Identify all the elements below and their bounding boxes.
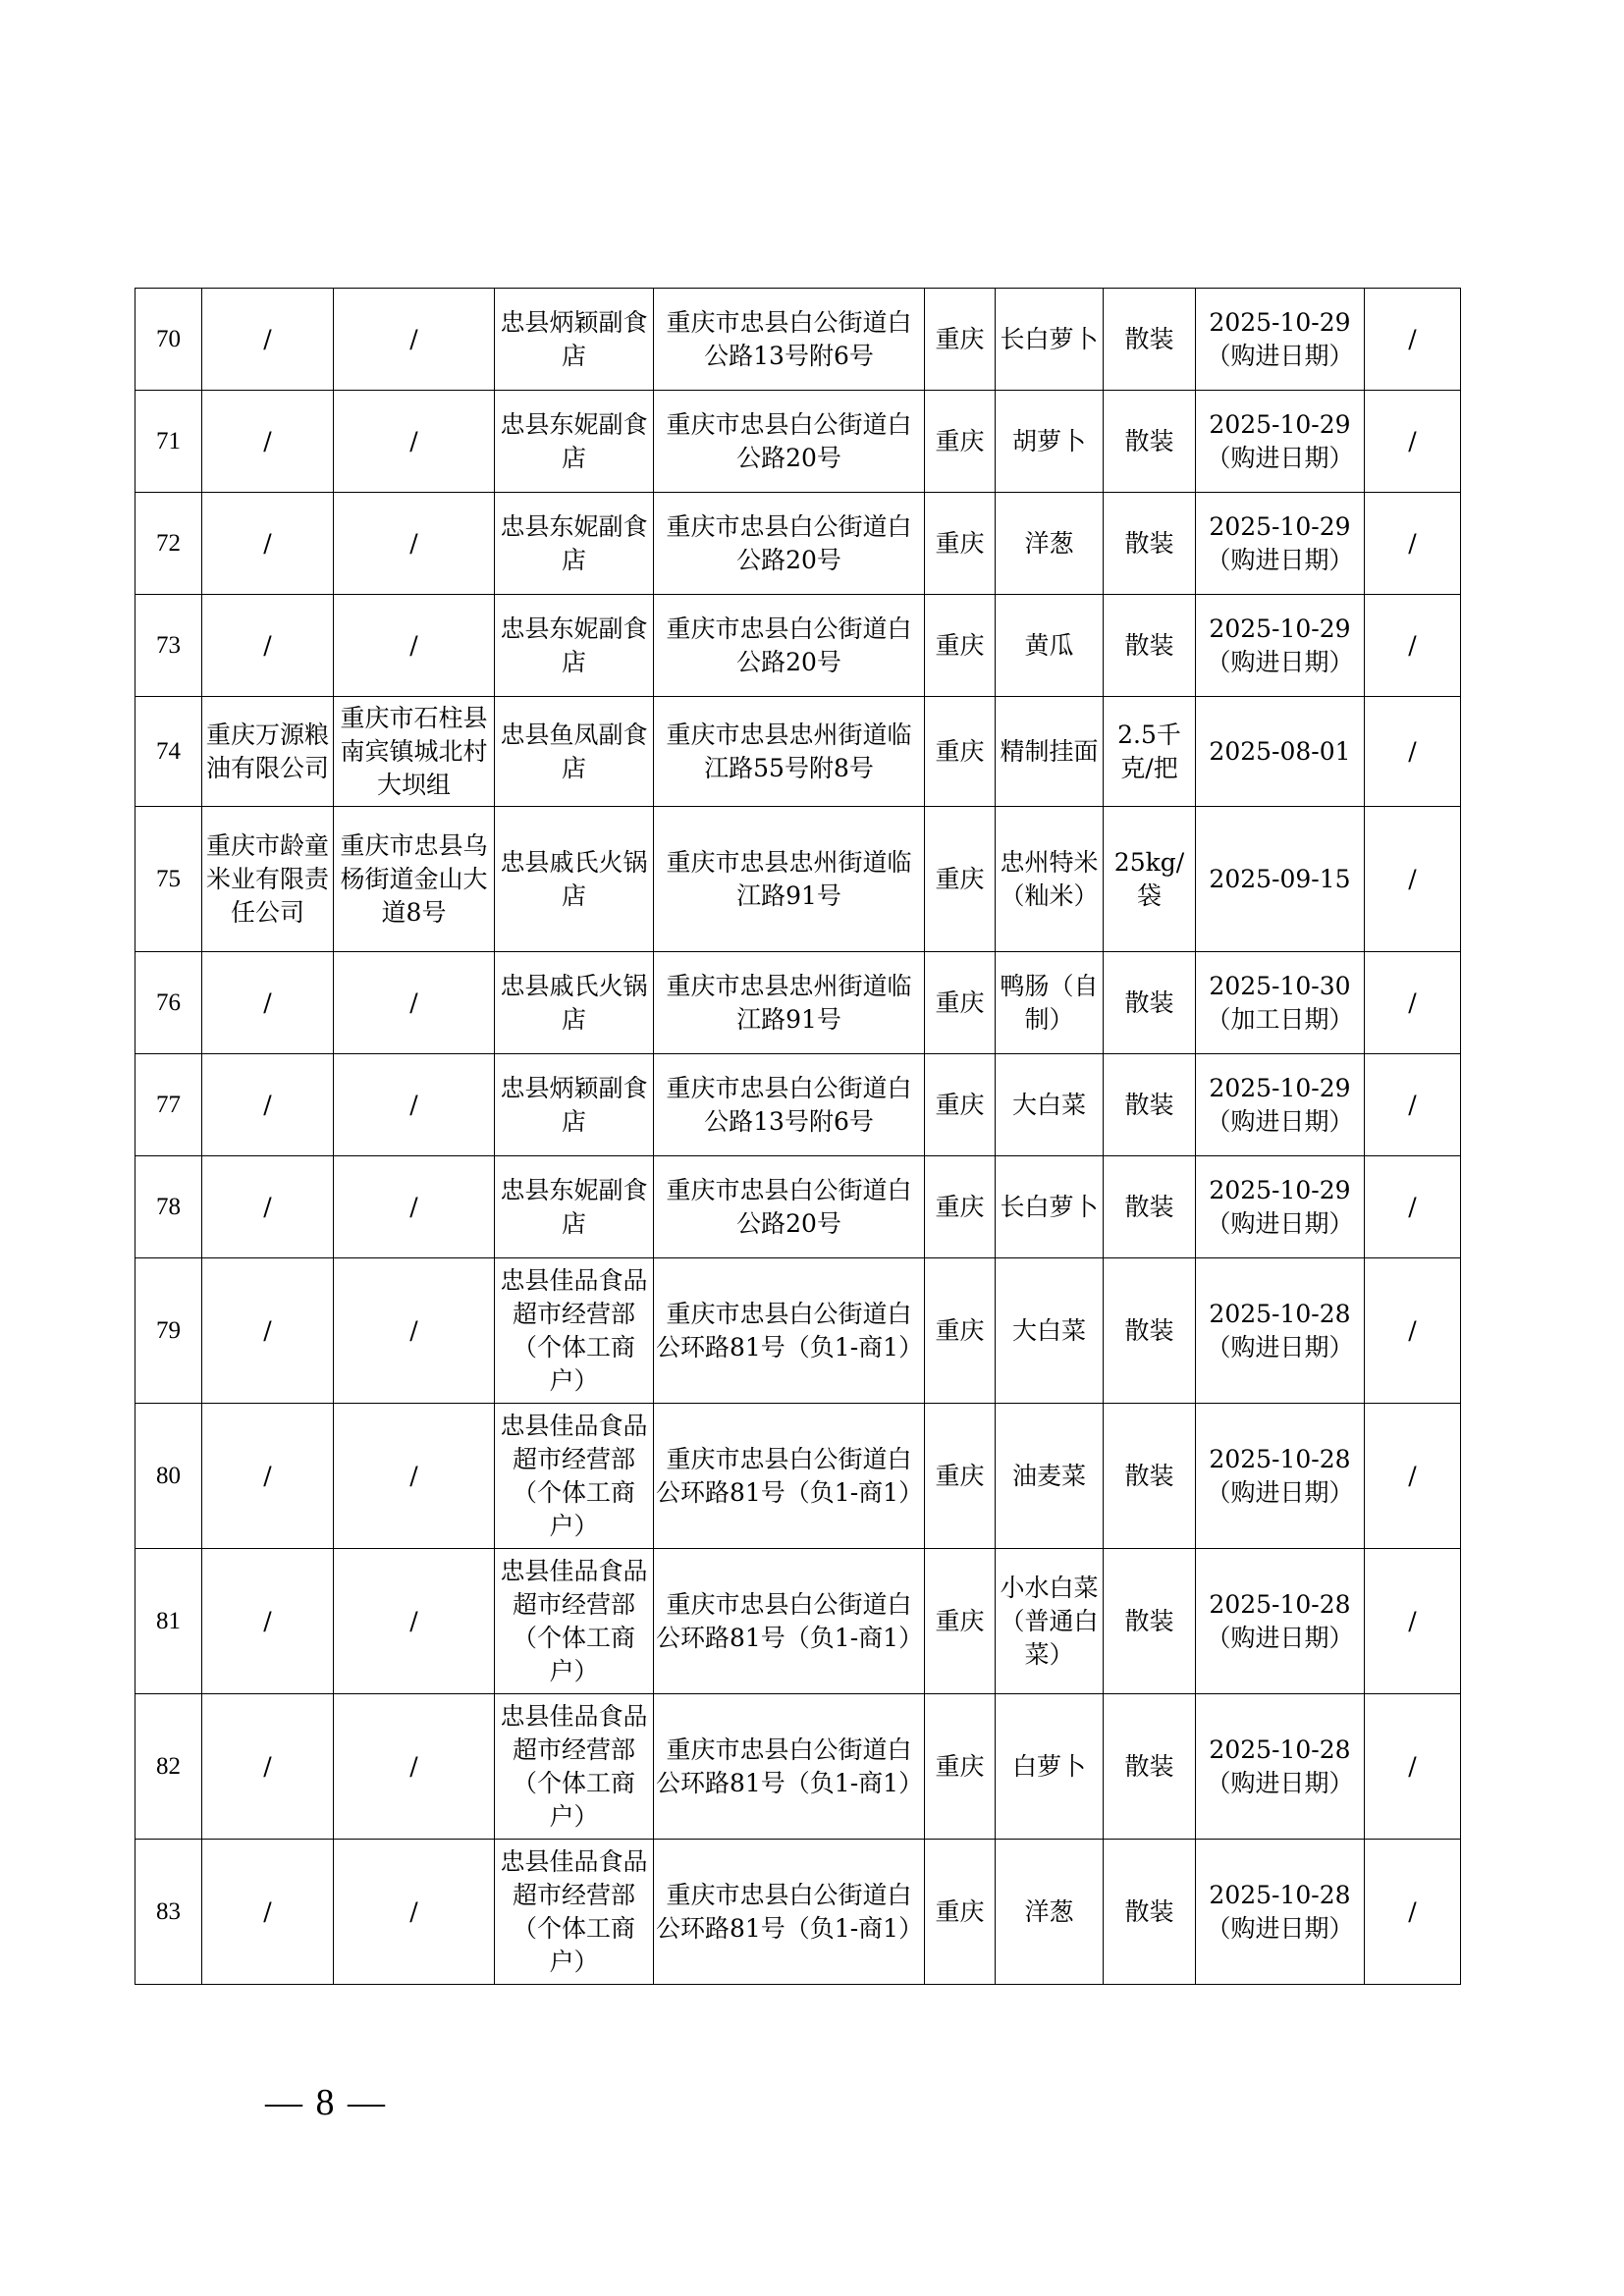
cell-producer: / <box>202 1840 334 1985</box>
cell-producer-address: / <box>334 391 495 493</box>
cell-producer: / <box>202 1258 334 1404</box>
table-row <box>135 391 1461 493</box>
cell-producer-address: / <box>334 1549 495 1694</box>
cell-spec: 散装 <box>1104 1549 1196 1694</box>
cell-seller-address: 重庆市忠县白公街道白公路20号 <box>654 391 925 493</box>
cell-date: 2025-10-28（购进日期） <box>1196 1549 1365 1694</box>
cell-date: 2025-10-29（购进日期） <box>1196 1156 1365 1258</box>
cell-producer-address: / <box>334 493 495 595</box>
cell-spec: 散装 <box>1104 1404 1196 1549</box>
cell-product: 白萝卜 <box>996 1694 1104 1840</box>
cell-spec: 散装 <box>1104 1054 1196 1156</box>
cell-number: 83 <box>135 1840 202 1985</box>
cell-number: 77 <box>135 1054 202 1156</box>
cell-remark: / <box>1365 1054 1461 1156</box>
table-row <box>135 1156 1461 1258</box>
cell-remark: / <box>1365 595 1461 697</box>
cell-product: 大白菜 <box>996 1054 1104 1156</box>
cell-number: 81 <box>135 1549 202 1694</box>
cell-product: 大白菜 <box>996 1258 1104 1404</box>
cell-seller: 忠县鱼凤副食店 <box>495 697 654 807</box>
cell-region: 重庆 <box>925 391 996 493</box>
cell-seller: 忠县东妮副食店 <box>495 493 654 595</box>
cell-spec: 散装 <box>1104 1694 1196 1840</box>
cell-spec: 散装 <box>1104 952 1196 1054</box>
cell-region: 重庆 <box>925 1054 996 1156</box>
cell-region: 重庆 <box>925 493 996 595</box>
cell-remark: / <box>1365 1840 1461 1985</box>
cell-producer: / <box>202 1549 334 1694</box>
cell-remark: / <box>1365 1404 1461 1549</box>
cell-seller-address: 重庆市忠县白公街道白公路20号 <box>654 595 925 697</box>
cell-date: 2025-10-29（购进日期） <box>1196 1054 1365 1156</box>
cell-date: 2025-10-28（购进日期） <box>1196 1694 1365 1840</box>
table-row <box>135 1054 1461 1156</box>
cell-seller: 忠县东妮副食店 <box>495 595 654 697</box>
cell-remark: / <box>1365 697 1461 807</box>
cell-remark: / <box>1365 493 1461 595</box>
cell-spec: 25kg/袋 <box>1104 807 1196 952</box>
cell-product: 黄瓜 <box>996 595 1104 697</box>
cell-seller-address: 重庆市忠县白公街道白公路20号 <box>654 1156 925 1258</box>
cell-producer: / <box>202 1404 334 1549</box>
cell-seller-address: 重庆市忠县忠州街道临江路91号 <box>654 952 925 1054</box>
cell-producer-address: / <box>334 1156 495 1258</box>
cell-product: 忠州特米（籼米） <box>996 807 1104 952</box>
cell-seller: 忠县佳品食品超市经营部（个体工商户） <box>495 1840 654 1985</box>
cell-number: 79 <box>135 1258 202 1404</box>
cell-region: 重庆 <box>925 1404 996 1549</box>
cell-seller-address: 重庆市忠县白公街道白公环路81号（负1-商1） <box>654 1404 925 1549</box>
cell-remark: / <box>1365 807 1461 952</box>
cell-region: 重庆 <box>925 1694 996 1840</box>
cell-producer: / <box>202 493 334 595</box>
cell-producer-address: / <box>334 1258 495 1404</box>
table-row <box>135 595 1461 697</box>
cell-date: 2025-10-29（购进日期） <box>1196 595 1365 697</box>
cell-seller: 忠县戚氏火锅店 <box>495 952 654 1054</box>
cell-region: 重庆 <box>925 1549 996 1694</box>
cell-seller-address: 重庆市忠县白公街道白公环路81号（负1-商1） <box>654 1694 925 1840</box>
table-row <box>135 1694 1461 1840</box>
table-row <box>135 289 1461 391</box>
cell-seller-address: 重庆市忠县白公街道白公路13号附6号 <box>654 289 925 391</box>
cell-region: 重庆 <box>925 807 996 952</box>
cell-number: 73 <box>135 595 202 697</box>
table-body <box>135 289 1461 1985</box>
cell-producer: / <box>202 595 334 697</box>
cell-seller: 忠县佳品食品超市经营部（个体工商户） <box>495 1404 654 1549</box>
cell-number: 76 <box>135 952 202 1054</box>
table-row <box>135 1549 1461 1694</box>
cell-date: 2025-10-29（购进日期） <box>1196 391 1365 493</box>
cell-producer-address: / <box>334 1404 495 1549</box>
cell-seller-address: 重庆市忠县忠州街道临江路91号 <box>654 807 925 952</box>
cell-seller: 忠县戚氏火锅店 <box>495 807 654 952</box>
cell-number: 72 <box>135 493 202 595</box>
cell-seller-address: 重庆市忠县白公街道白公环路81号（负1-商1） <box>654 1549 925 1694</box>
cell-date: 2025-08-01 <box>1196 697 1365 807</box>
cell-product: 胡萝卜 <box>996 391 1104 493</box>
cell-region: 重庆 <box>925 697 996 807</box>
cell-seller-address: 重庆市忠县白公街道白公环路81号（负1-商1） <box>654 1258 925 1404</box>
cell-seller-address: 重庆市忠县白公街道白公路20号 <box>654 493 925 595</box>
cell-producer-address: / <box>334 1054 495 1156</box>
cell-number: 74 <box>135 697 202 807</box>
cell-producer-address: / <box>334 952 495 1054</box>
cell-spec: 散装 <box>1104 1156 1196 1258</box>
cell-number: 71 <box>135 391 202 493</box>
cell-spec: 散装 <box>1104 289 1196 391</box>
cell-region: 重庆 <box>925 1258 996 1404</box>
cell-seller: 忠县东妮副食店 <box>495 391 654 493</box>
cell-date: 2025-10-29（购进日期） <box>1196 493 1365 595</box>
cell-product: 长白萝卜 <box>996 289 1104 391</box>
cell-remark: / <box>1365 1156 1461 1258</box>
cell-product: 小水白菜（普通白菜） <box>996 1549 1104 1694</box>
cell-remark: / <box>1365 952 1461 1054</box>
cell-product: 洋葱 <box>996 493 1104 595</box>
cell-region: 重庆 <box>925 1156 996 1258</box>
table-row <box>135 807 1461 952</box>
cell-spec: 散装 <box>1104 493 1196 595</box>
cell-seller: 忠县炳颖副食店 <box>495 289 654 391</box>
cell-seller-address: 重庆市忠县白公街道白公路13号附6号 <box>654 1054 925 1156</box>
table-row <box>135 493 1461 595</box>
cell-date: 2025-10-28（购进日期） <box>1196 1840 1365 1985</box>
table-row <box>135 1258 1461 1404</box>
cell-seller: 忠县佳品食品超市经营部（个体工商户） <box>495 1694 654 1840</box>
cell-product: 鸭肠（自制） <box>996 952 1104 1054</box>
cell-date: 2025-09-15 <box>1196 807 1365 952</box>
cell-producer: / <box>202 289 334 391</box>
cell-producer-address: 重庆市石柱县南宾镇城北村大坝组 <box>334 697 495 807</box>
cell-producer: / <box>202 391 334 493</box>
cell-product: 长白萝卜 <box>996 1156 1104 1258</box>
cell-producer: / <box>202 952 334 1054</box>
cell-producer-address: / <box>334 289 495 391</box>
cell-region: 重庆 <box>925 289 996 391</box>
cell-date: 2025-10-28（购进日期） <box>1196 1404 1365 1549</box>
cell-spec: 散装 <box>1104 1258 1196 1404</box>
cell-date: 2025-10-28（购进日期） <box>1196 1258 1365 1404</box>
cell-seller: 忠县炳颖副食店 <box>495 1054 654 1156</box>
cell-producer: 重庆市龄童米业有限责任公司 <box>202 807 334 952</box>
cell-region: 重庆 <box>925 1840 996 1985</box>
cell-date: 2025-10-29（购进日期） <box>1196 289 1365 391</box>
cell-product: 精制挂面 <box>996 697 1104 807</box>
cell-remark: / <box>1365 1549 1461 1694</box>
cell-region: 重庆 <box>925 952 996 1054</box>
cell-number: 78 <box>135 1156 202 1258</box>
table-row <box>135 1404 1461 1549</box>
cell-number: 80 <box>135 1404 202 1549</box>
cell-seller: 忠县东妮副食店 <box>495 1156 654 1258</box>
cell-number: 75 <box>135 807 202 952</box>
cell-seller-address: 重庆市忠县忠州街道临江路55号附8号 <box>654 697 925 807</box>
inspection-table <box>135 288 1461 1985</box>
cell-producer-address: / <box>334 595 495 697</box>
table-row <box>135 1840 1461 1985</box>
cell-region: 重庆 <box>925 595 996 697</box>
cell-seller: 忠县佳品食品超市经营部（个体工商户） <box>495 1258 654 1404</box>
table-row <box>135 952 1461 1054</box>
cell-spec: 散装 <box>1104 595 1196 697</box>
cell-producer: / <box>202 1694 334 1840</box>
cell-spec: 散装 <box>1104 391 1196 493</box>
cell-producer-address: 重庆市忠县乌杨街道金山大道8号 <box>334 807 495 952</box>
table-row <box>135 697 1461 807</box>
cell-remark: / <box>1365 391 1461 493</box>
cell-producer: 重庆万源粮油有限公司 <box>202 697 334 807</box>
cell-product: 油麦菜 <box>996 1404 1104 1549</box>
cell-number: 70 <box>135 289 202 391</box>
cell-spec: 散装 <box>1104 1840 1196 1985</box>
cell-remark: / <box>1365 289 1461 391</box>
cell-date: 2025-10-30（加工日期） <box>1196 952 1365 1054</box>
cell-seller: 忠县佳品食品超市经营部（个体工商户） <box>495 1549 654 1694</box>
page-number: — 8 — <box>265 2082 387 2123</box>
cell-remark: / <box>1365 1694 1461 1840</box>
cell-producer: / <box>202 1054 334 1156</box>
cell-producer-address: / <box>334 1840 495 1985</box>
cell-producer: / <box>202 1156 334 1258</box>
cell-seller-address: 重庆市忠县白公街道白公环路81号（负1-商1） <box>654 1840 925 1985</box>
cell-product: 洋葱 <box>996 1840 1104 1985</box>
cell-spec: 2.5千克/把 <box>1104 697 1196 807</box>
cell-remark: / <box>1365 1258 1461 1404</box>
cell-number: 82 <box>135 1694 202 1840</box>
cell-producer-address: / <box>334 1694 495 1840</box>
